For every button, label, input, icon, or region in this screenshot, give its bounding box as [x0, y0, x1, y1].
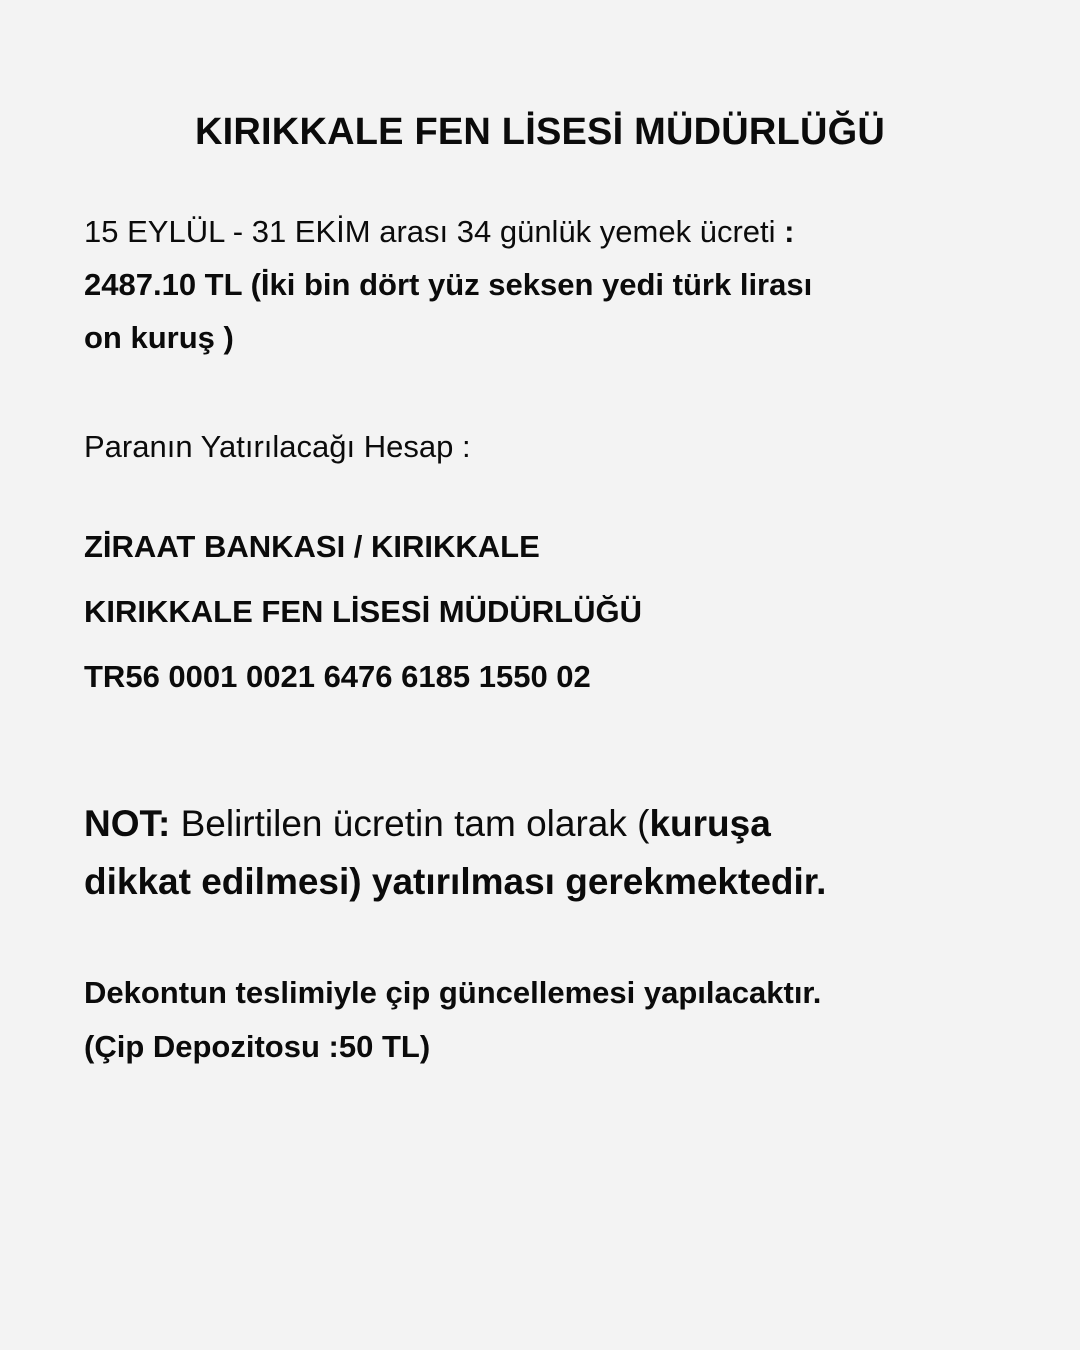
note-text: Belirtilen ücretin tam olarak (: [170, 803, 650, 844]
deposit-line1: Dekontun teslimiyle çip güncellemesi yapılacaktır.: [84, 975, 822, 1010]
account-label: Paranın Yatırılacağı Hesap :: [84, 429, 471, 464]
fee-paragraph: [84, 205, 1004, 364]
fee-amount-line1: 2487.10 TL (İki bin dört yüz seksen yedi türk lirası: [84, 267, 813, 302]
fee-intro-line: [84, 205, 1004, 258]
note-line1: [84, 795, 1004, 853]
deposit-paragraph: [84, 966, 1004, 1074]
deposit-line2: (Çip Depozitosu :50 TL): [84, 1029, 431, 1064]
note-paragraph: [84, 795, 1004, 911]
fee-intro: 15 EYLÜL - 31 EKİM arası 34 günlük yemek ücreti: [84, 214, 776, 249]
bank-name: ZİRAAT BANKASI / KIRIKKALE: [84, 529, 540, 564]
note-prefix: NOT:: [84, 803, 171, 844]
note-emphasis-start: kuruşa: [649, 803, 771, 844]
note-line2: dikkat edilmesi) yatırılması gerekmektedir.: [84, 861, 827, 902]
fee-colon: :: [775, 214, 795, 249]
page-title: KIRIKKALE FEN LİSESİ MÜDÜRLÜĞÜ: [195, 111, 885, 153]
fee-amount-line2: on kuruş ): [84, 320, 234, 355]
iban-number: TR56 0001 0021 6476 6185 1550 02: [84, 659, 591, 694]
account-holder: KIRIKKALE FEN LİSESİ MÜDÜRLÜĞÜ: [84, 594, 642, 629]
